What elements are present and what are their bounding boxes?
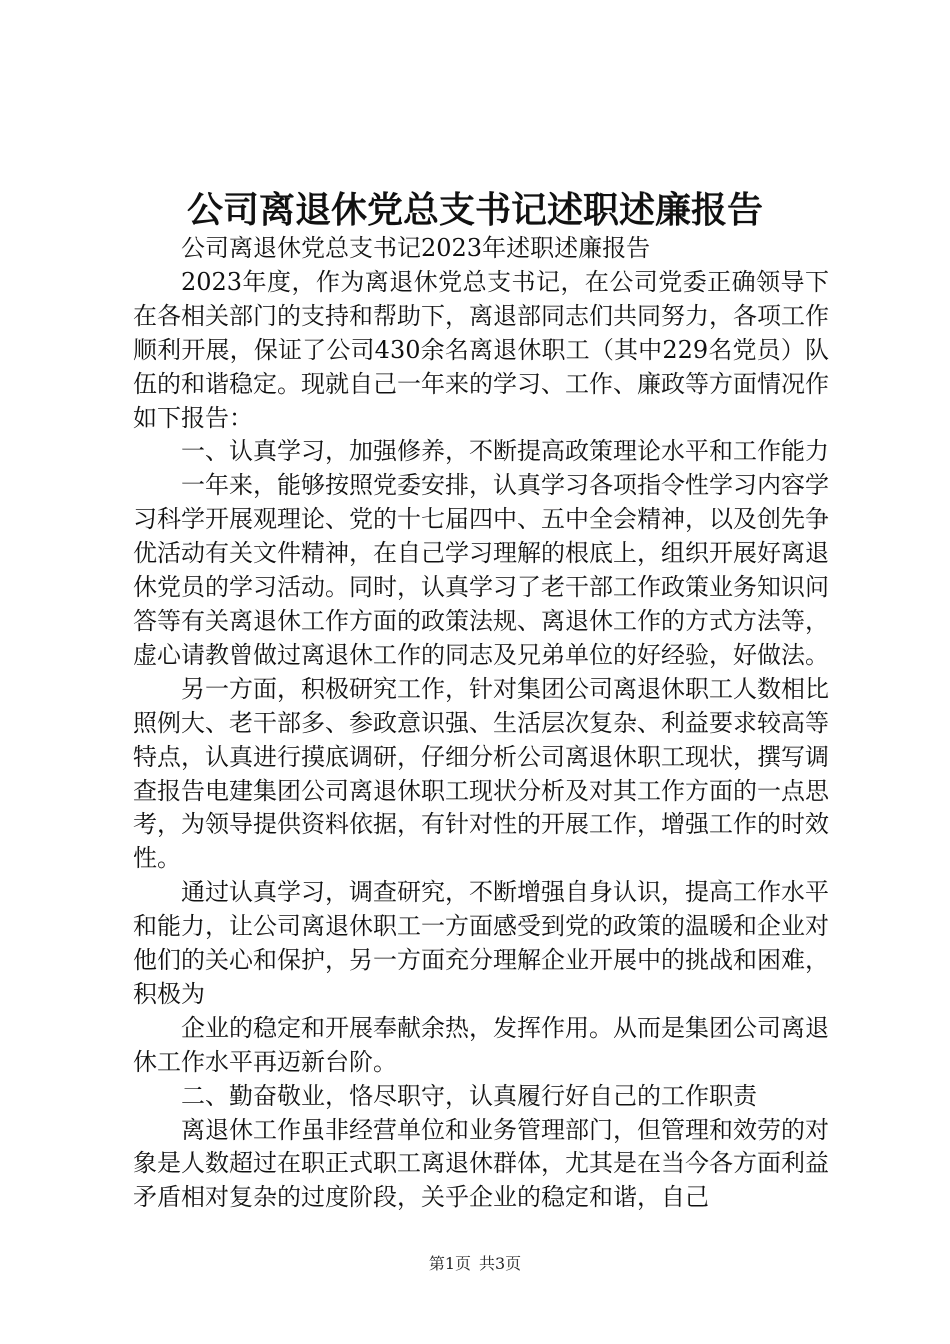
page-total: 共3页 — [479, 1254, 522, 1273]
body-paragraph: 通过认真学习，调查研究，不断增强自身认识，提高工作水平和能力，让公司离退休职工一方面感受到党的政策的温暖和企业对他们的关心和保护，另一方面充分理解企业开展中的挑战和困难，积极为 — [133, 878, 829, 1008]
section-heading-2: 二、勤奋敬业，恪尽职守，认真履行好自己的工作职责 — [181, 1081, 757, 1110]
intro-paragraph: 2023年度，作为离退休党总支书记，在公司党委正确领导下在各相关部门的支持和帮助下，离退部同志们共同努力，各项工作顺利开展，保证了公司430余名离退休职工（其中229名党员）队伍的和谐稳定。现就自己一年来的学习、工作、廉政等方面情况作如下报告： — [133, 267, 829, 432]
body-paragraph: 一年来，能够按照党委安排，认真学习各项指令性学习内容学习科学开展观理论、党的十七届四中、五中全会精神，以及创先争优活动有关文件精神，在自己学习理解的根底上，组织开展好离退休党员的学习活动。同时，认真学习了老干部工作政策业务知识问答等有关离退休工作方面的政策法规、离退休工作的方式方法等，虚心请教曾做过离退休工作的同志及兄弟单位的好经验，好做法。 — [133, 471, 829, 669]
body-paragraph-continued: 企业的稳定和开展奉献余热，发挥作用。从而是集团公司离退休工作水平再迈新台阶。 — [133, 1013, 829, 1076]
document-body — [133, 232, 829, 1215]
body-paragraph: 离退休工作虽非经营单位和业务管理部门，但管理和效劳的对象是人数超过在职正式职工离退休群体，尤其是在当今各方面利益矛盾相对复杂的过度阶段，关乎企业的稳定和谐，自己 — [133, 1115, 829, 1212]
body-paragraph: 另一方面，积极研究工作，针对集团公司离退休职工人数相比照例大、老干部多、参政意识强、生活层次复杂、利益要求较高等特点，认真进行摸底调研，仔细分析公司离退休职工现状，撰写调查报告电建集团公司离退休职工现状分析及对其工作方面的一点思考，为领导提供资料依据，有针对性的开展工作，增强工作的时效性。 — [133, 674, 829, 873]
document-title: 公司离退休党总支书记述职述廉报告 — [186, 189, 763, 231]
page-number: 第1页 — [428, 1254, 471, 1273]
section-heading-1: 一、认真学习，加强修养，不断提高政策理论水平和工作能力 — [181, 437, 829, 466]
subtitle-paragraph: 公司离退休党总支书记2023年述职述廉报告 — [181, 234, 651, 262]
page-footer — [0, 1253, 950, 1275]
